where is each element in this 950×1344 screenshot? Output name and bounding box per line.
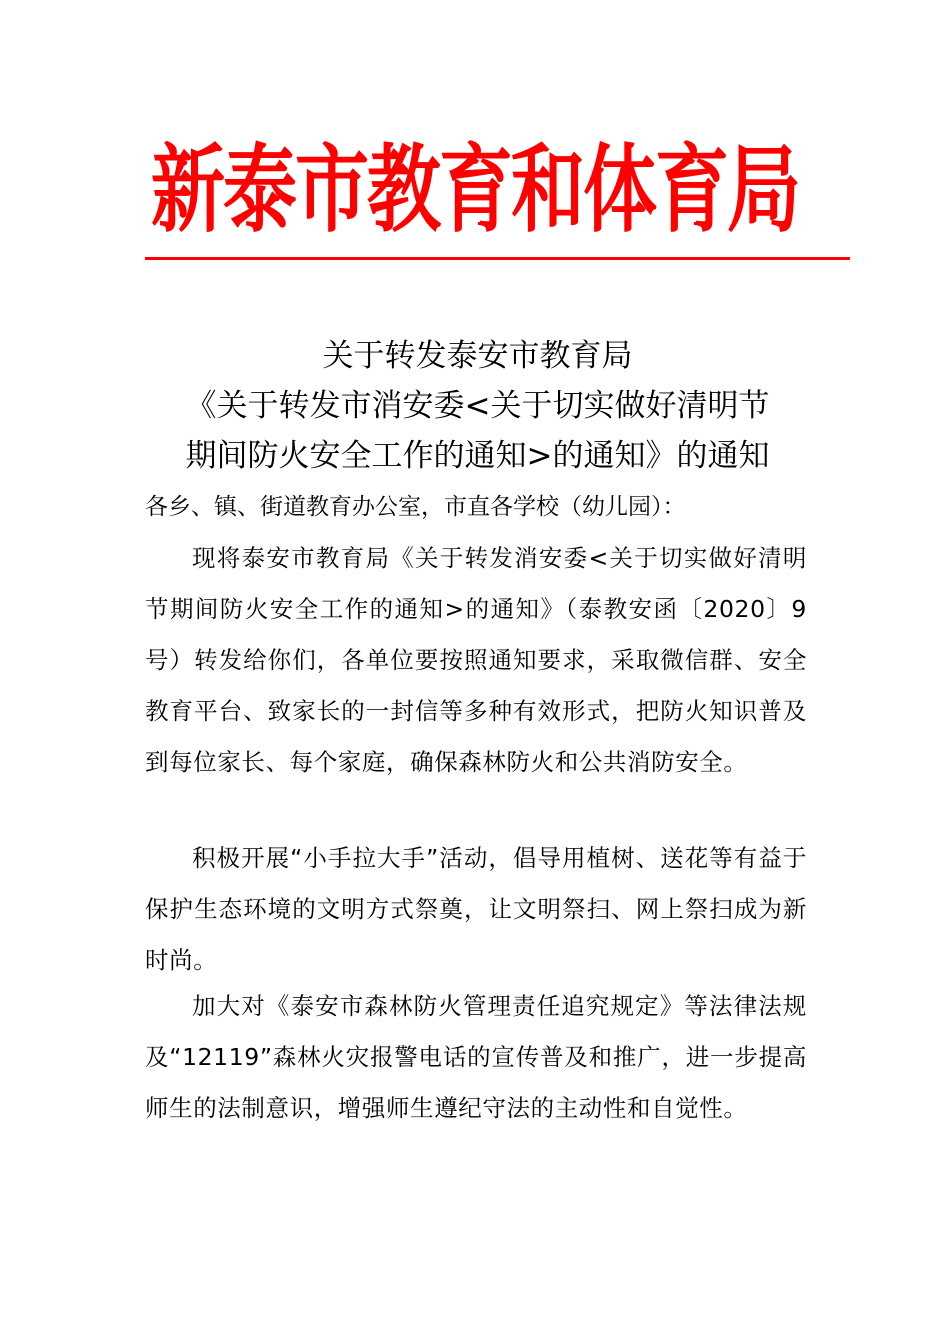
document-title-line-3: 期间防火安全工作的通知>的通知》的通知 <box>185 438 770 474</box>
body-paragraph-3: 加大对《泰安市森林防火管理责任追究规定》等法律法规及“12119”森林火灾报警电话的宣传普及和推广，进一步提高师生的法制意识，增强师生遵纪守法的主动性和自觉性。 <box>145 992 807 1122</box>
document-title <box>145 331 810 481</box>
body-paragraph-2: 积极开展“小手拉大手”活动，倡导用植树、送花等有益于保护生态环境的文明方式祭奠，让文明祭扫、网上祭扫成为新时尚。 <box>145 844 807 974</box>
addressee: 各乡、镇、街道教育办公室，市直各学校（幼儿园）： <box>145 494 686 520</box>
document-title-line-1: 关于转发泰安市教育局 <box>322 338 633 374</box>
issuing-authority-header: 新泰市教育和体育局 <box>151 135 799 246</box>
header-divider <box>145 257 850 260</box>
document-title-line-2: 《关于转发市消安委<关于切实做好清明节 <box>185 388 770 424</box>
body-paragraph-1: 现将泰安市教育局《关于转发消安委<关于切实做好清明节期间防火安全工作的通知>的通知》（泰教安函〔2020〕9号）转发给你们，各单位要按照通知要求，采取微信群、安全教育平台、致家长的一封信等多种有效形式，把防火知识普及到每位家长、每个家庭，确保森林防火和公共消防安全。 <box>145 544 807 776</box>
